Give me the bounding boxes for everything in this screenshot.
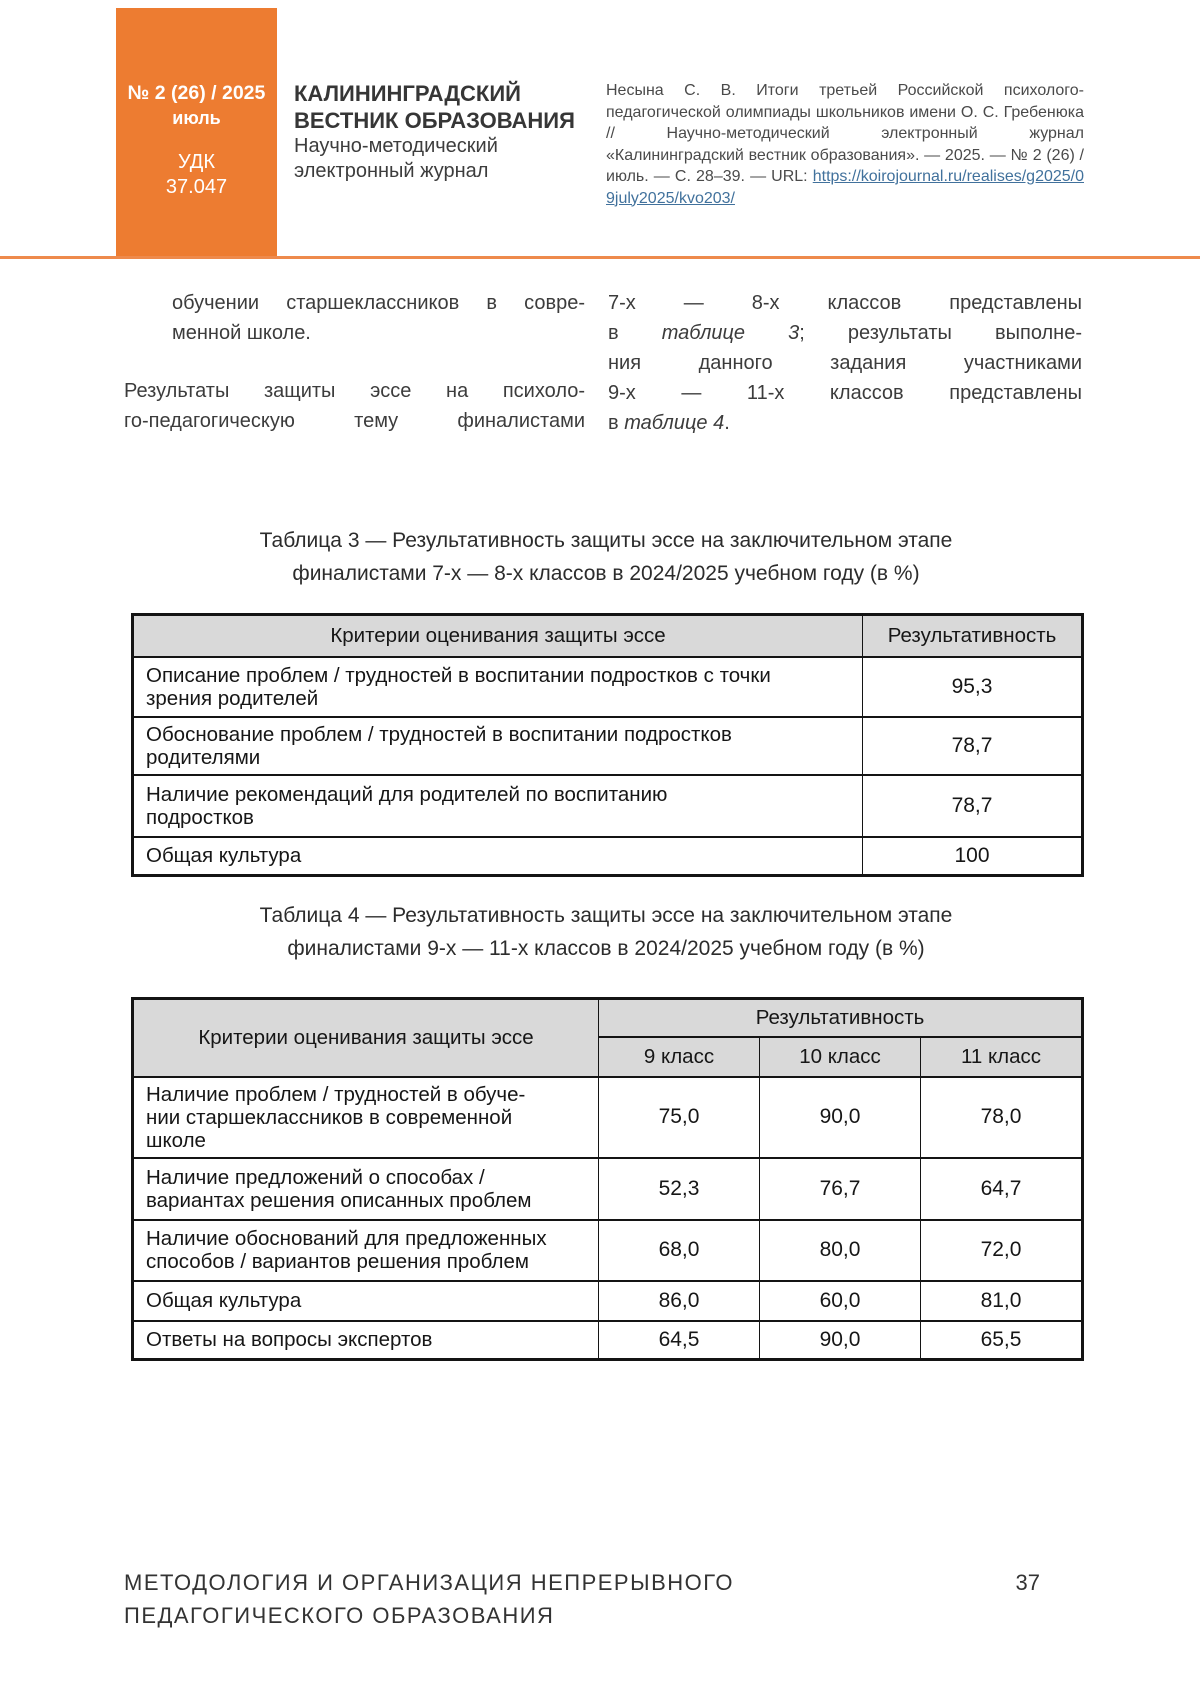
table4-header-grade9: 9 класс (599, 1037, 760, 1077)
citation-text: Несына С. В. Итоги третьей Российской психолого-педагогической олимпиады школьников имени О. С. Гребенюка // Научно-методический электронный журнал «Калининградский вестник образования». — 2025. — № 2 (26) / июль. — С. 28–39. — URL: (606, 82, 1084, 185)
table-row (133, 1220, 1083, 1281)
paragraph-line: 7-х — 8-х классов представлены (608, 292, 1082, 314)
paragraph-line: менной школе. (172, 322, 311, 344)
value-cell: 81,0 (921, 1281, 1083, 1321)
table4-header-criteria: Критерии оценивания защиты эссе (133, 999, 599, 1077)
udk-label: УДК (177, 151, 215, 173)
table4-caption-line2: финалистами 9-х — 11-х классов в 2024/2025 учебном году (в %) (287, 937, 925, 960)
table3-header-result: Результативность (863, 615, 1083, 657)
paragraph-line: в таблице 3; результаты выполне- (608, 322, 1082, 344)
value-cell: 78,7 (863, 775, 1083, 837)
journal-title-line1: КАЛИНИНГРАДСКИЙ (294, 81, 521, 106)
table-row (133, 1158, 1083, 1220)
value-cell: 78,7 (863, 717, 1083, 775)
article-citation (606, 80, 1084, 209)
table3-caption (131, 524, 1081, 590)
criterion-cell: Описание проблем / трудностей в воспитании подростков с точки зрения родителей (133, 657, 863, 717)
criterion-cell: Наличие рекомендаций для родителей по воспитанию подростков (133, 775, 863, 837)
value-cell: 65,5 (921, 1321, 1083, 1360)
udk-value: 37.047 (165, 176, 228, 198)
value-cell: 95,3 (863, 657, 1083, 717)
paragraph-line: в таблице 4. (608, 412, 730, 434)
table-row (133, 1321, 1083, 1360)
value-cell: 78,0 (921, 1077, 1083, 1158)
value-cell: 68,0 (599, 1220, 760, 1281)
body-right-column (608, 288, 1082, 438)
value-cell: 60,0 (760, 1281, 921, 1321)
issue-block (116, 8, 277, 256)
value-cell: 75,0 (599, 1077, 760, 1158)
criterion-cell: Наличие предложений о способах / вариантах решения описанных проблем (133, 1158, 599, 1220)
value-cell: 52,3 (599, 1158, 760, 1220)
body-left-column (124, 288, 585, 436)
table4-results-9-11 (131, 997, 1084, 1361)
table4-caption-line1: Таблица 4 — Результативность защиты эссе на заключительном этапе (259, 904, 953, 927)
value-cell: 90,0 (760, 1321, 921, 1360)
value-cell: 100 (863, 837, 1083, 876)
table4-header-result: Результативность (599, 999, 1083, 1037)
table3-caption-line1: Таблица 3 — Результативность защиты эссе на заключительном этапе (259, 529, 953, 552)
table-row (133, 717, 1083, 775)
citation-link[interactable]: https://koirojournal.ru/realises/g2025/09july2025/kvo203/ (606, 168, 1084, 207)
value-cell: 64,5 (599, 1321, 760, 1360)
table4-reference: таблице 4 (624, 412, 725, 434)
footer-section-line1: МЕТОДОЛОГИЯ И ОРГАНИЗАЦИЯ НЕПРЕРЫВНОГО (124, 1570, 735, 1595)
value-cell: 72,0 (921, 1220, 1083, 1281)
journal-title-block (294, 80, 575, 184)
value-cell: 64,7 (921, 1158, 1083, 1220)
value-cell: 90,0 (760, 1077, 921, 1158)
table3-results-7-8 (131, 613, 1084, 877)
table-row (133, 657, 1083, 717)
paragraph-line: го-педагогическую тему финалистами (124, 410, 585, 432)
footer-section-line2: ПЕДАГОГИЧЕСКОГО ОБРАЗОВАНИЯ (124, 1603, 555, 1628)
header-divider (0, 256, 1200, 259)
journal-subtitle-line1: Научно-методический (294, 135, 498, 157)
paragraph-line: ния данного задания участниками (608, 352, 1082, 374)
table3-header-criteria: Критерии оценивания защиты эссе (133, 615, 863, 657)
issue-month: июль (172, 108, 221, 128)
journal-subtitle-line2: электронный журнал (294, 160, 489, 182)
paragraph-line: обучении старшеклассников в совре- (172, 292, 585, 314)
criterion-cell: Наличие проблем / трудностей в обуче- нии старшеклассников в современной школе (133, 1077, 599, 1158)
table3-caption-line2: финалистами 7-х — 8-х классов в 2024/2025 учебном году (в %) (292, 562, 920, 585)
table4-header-grade10: 10 класс (760, 1037, 921, 1077)
table-row (133, 1077, 1083, 1158)
paragraph-line: Результаты защиты эссе на психоло- (124, 380, 585, 402)
table-row (133, 837, 1083, 876)
table-row (133, 1281, 1083, 1321)
criterion-cell: Наличие обоснований для предложенных способов / вариантов решения проблем (133, 1220, 599, 1281)
issue-number: № 2 (26) / 2025 (127, 82, 266, 104)
value-cell: 86,0 (599, 1281, 760, 1321)
criterion-cell: Обоснование проблем / трудностей в воспитании подростков родителями (133, 717, 863, 775)
criterion-cell: Общая культура (133, 1281, 599, 1321)
criterion-cell: Ответы на вопросы экспертов (133, 1321, 599, 1360)
value-cell: 76,7 (760, 1158, 921, 1220)
page-number: 37 (1015, 1570, 1040, 1595)
value-cell: 80,0 (760, 1220, 921, 1281)
udk-block (116, 150, 277, 200)
page-footer (124, 1566, 1040, 1632)
paragraph-line: 9-х — 11-х классов представлены (608, 382, 1082, 404)
table3-reference: таблице 3 (661, 322, 800, 344)
criterion-cell: Общая культура (133, 837, 863, 876)
table4-header-grade11: 11 класс (921, 1037, 1083, 1077)
table-row (133, 775, 1083, 837)
table4-caption (131, 899, 1081, 965)
journal-title-line2: ВЕСТНИК ОБРАЗОВАНИЯ (294, 108, 575, 133)
